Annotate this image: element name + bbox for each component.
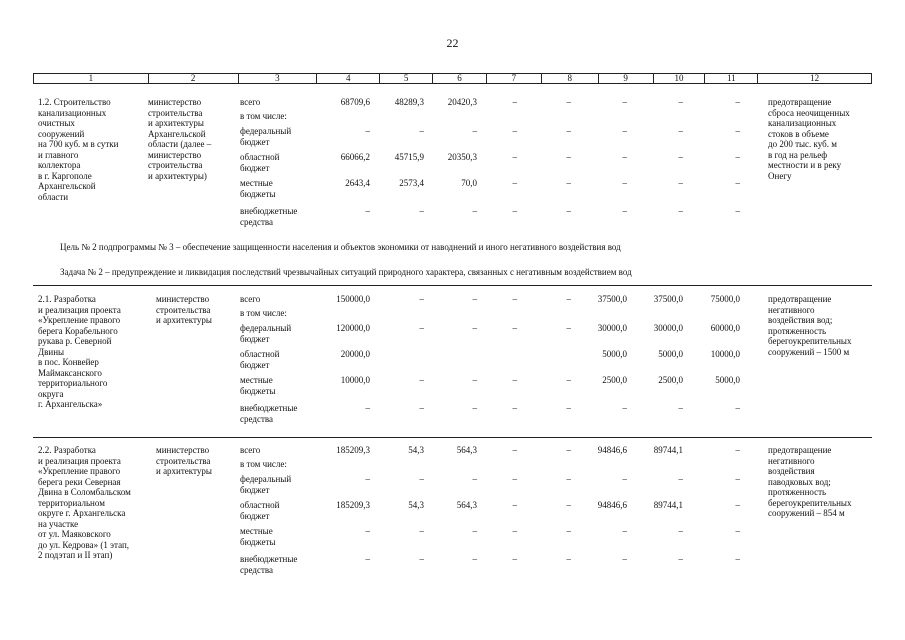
value-cell: – [365, 474, 370, 484]
value-cell: 2643,4 [345, 178, 370, 188]
value-cell: – [365, 206, 370, 216]
value-cell: – [512, 178, 517, 188]
section-divider [33, 437, 872, 438]
value-cell: 75000,0 [710, 294, 740, 304]
value-cell: – [678, 403, 683, 413]
header-col-12: 12 [757, 74, 871, 83]
value-cell: – [512, 500, 517, 510]
value-cell: – [512, 445, 517, 455]
value-cell: 94846,6 [597, 445, 627, 455]
value-cell: – [622, 178, 627, 188]
expected-result: предотвращение негативного воздействия вод; протяженность берегоукрепительных сооружений – 1500 м [768, 294, 852, 357]
funding-source: местные бюджеты [240, 375, 276, 396]
header-col-4: 4 [316, 74, 379, 83]
value-cell: – [566, 126, 571, 136]
value-cell: – [566, 178, 571, 188]
table-header-row [33, 73, 872, 84]
value-cell: – [622, 474, 627, 484]
value-cell: – [419, 323, 424, 333]
funding-source: в том числе: [240, 308, 287, 318]
value-cell: – [419, 206, 424, 216]
value-cell: – [472, 375, 477, 385]
value-cell: – [365, 526, 370, 536]
value-cell: – [735, 152, 740, 162]
value-cell: – [678, 126, 683, 136]
value-cell: 120000,0 [336, 323, 370, 333]
value-cell: – [512, 375, 517, 385]
value-cell: 89744,1 [653, 500, 683, 510]
value-cell: 54,3 [408, 500, 424, 510]
value-cell: 185209,3 [336, 445, 370, 455]
executor: министерство строительства и архитектуры [156, 445, 212, 476]
value-cell: 2500,0 [602, 375, 627, 385]
executor: министерство строительства и архитектуры Архангельской области (далее – министерство строительства и архитектуры) [148, 97, 212, 181]
value-cell: 564,3 [456, 500, 477, 510]
value-cell: 20350,3 [447, 152, 477, 162]
value-cell: 564,3 [456, 445, 477, 455]
funding-source: всего [240, 294, 261, 304]
value-cell: – [512, 403, 517, 413]
value-cell: – [735, 445, 740, 455]
value-cell: – [566, 375, 571, 385]
value-cell: 68709,6 [340, 97, 370, 107]
value-cell: – [472, 554, 477, 564]
header-col-3: 3 [238, 74, 317, 83]
measure-name: 1.2. Строительство канализационных очистных сооружений на 700 куб. м в сутки и главного коллектора в г. Каргополе Архангельской области [38, 97, 119, 202]
value-cell: – [735, 500, 740, 510]
value-cell: – [472, 206, 477, 216]
value-cell: – [622, 554, 627, 564]
header-col-11: 11 [704, 74, 757, 83]
value-cell: – [419, 554, 424, 564]
header-col-9: 9 [598, 74, 653, 83]
value-cell: 20420,3 [447, 97, 477, 107]
funding-source: всего [240, 97, 261, 107]
value-cell: – [566, 403, 571, 413]
value-cell: – [678, 554, 683, 564]
value-cell: – [566, 445, 571, 455]
value-cell: – [566, 474, 571, 484]
value-cell: – [472, 323, 477, 333]
value-cell: 10000,0 [340, 375, 370, 385]
value-cell: 5000,0 [658, 349, 683, 359]
expected-result: предотвращение сброса неочищенных канализационных стоков в объеме до 200 тыс. куб. м в год на рельеф местности и в реку Онегу [768, 97, 850, 181]
value-cell: – [735, 403, 740, 413]
measure-name: 2.2. Разработка и реализация проекта «Укрепление правого берега реки Северная Двина в Соломбальском территориальном округе г. Архангельска на участке от ул. Маяковского до ул. Кедрова» (1 этап, 2 подэтап и II этап) [38, 445, 131, 560]
value-cell: 37500,0 [653, 294, 683, 304]
value-cell: – [566, 206, 571, 216]
value-cell: 89744,1 [653, 445, 683, 455]
header-col-1: 1 [88, 73, 94, 83]
funding-source: федеральный бюджет [240, 126, 292, 147]
value-cell: 10000,0 [710, 349, 740, 359]
funding-source: местные бюджеты [240, 526, 276, 547]
value-cell: 30000,0 [653, 323, 683, 333]
value-cell: – [566, 323, 571, 333]
value-cell: – [472, 474, 477, 484]
value-cell: – [622, 152, 627, 162]
value-cell: – [678, 178, 683, 188]
value-cell: – [622, 403, 627, 413]
value-cell: – [678, 526, 683, 536]
header-col-5: 5 [379, 74, 432, 83]
value-cell: 150000,0 [336, 294, 370, 304]
header-col-10: 10 [653, 74, 705, 83]
expected-result: предотвращение негативного воздействия паводковых вод; протяженность берегоукрепительных сооружений – 854 м [768, 445, 852, 518]
funding-source: всего [240, 445, 261, 455]
value-cell: – [472, 126, 477, 136]
value-cell: – [735, 474, 740, 484]
value-cell: – [678, 474, 683, 484]
value-cell: – [566, 294, 571, 304]
value-cell: – [566, 554, 571, 564]
value-cell: 70,0 [461, 178, 477, 188]
header-col-7: 7 [486, 74, 541, 83]
value-cell: 48289,3 [394, 97, 424, 107]
value-cell: – [566, 500, 571, 510]
value-cell: – [419, 294, 424, 304]
value-cell: 5000,0 [715, 375, 740, 385]
value-cell: – [512, 206, 517, 216]
goal-text: Цель № 2 подпрограммы № 3 – обеспечение защищенности населения и объектов экономики от наводнений и иного негативного воздействия вод [60, 242, 621, 252]
value-cell: – [365, 126, 370, 136]
value-cell: 2500,0 [658, 375, 683, 385]
value-cell: – [566, 526, 571, 536]
value-cell: – [419, 375, 424, 385]
header-col-8: 8 [541, 74, 598, 83]
value-cell: – [735, 126, 740, 136]
measure-name: 2.1. Разработка и реализация проекта «Укрепление правого берега Корабельного рукава р. Северной Двины в пос. Конвейер Маймаксанского территориального округа г. Архангельска» [38, 294, 121, 409]
value-cell: – [512, 474, 517, 484]
executor: министерство строительства и архитектуры [156, 294, 212, 325]
value-cell: – [735, 206, 740, 216]
value-cell: – [622, 206, 627, 216]
value-cell: 185209,3 [336, 500, 370, 510]
value-cell: 30000,0 [597, 323, 627, 333]
value-cell: – [512, 126, 517, 136]
value-cell: – [622, 126, 627, 136]
funding-source: областной бюджет [240, 152, 280, 173]
funding-source: областной бюджет [240, 500, 280, 521]
value-cell: – [365, 403, 370, 413]
value-cell: – [735, 526, 740, 536]
funding-source: внебюджетные средства [240, 206, 298, 227]
value-cell: – [512, 554, 517, 564]
value-cell: 37500,0 [597, 294, 627, 304]
value-cell: – [512, 152, 517, 162]
section-divider [33, 285, 872, 286]
page-number: 22 [446, 36, 459, 50]
value-cell: – [365, 554, 370, 564]
value-cell: – [419, 474, 424, 484]
value-cell: 45715,9 [394, 152, 424, 162]
funding-source: внебюджетные средства [240, 554, 298, 575]
value-cell: – [512, 97, 517, 107]
funding-source: федеральный бюджет [240, 323, 292, 344]
value-cell: – [735, 97, 740, 107]
value-cell: – [419, 403, 424, 413]
funding-source: федеральный бюджет [240, 474, 292, 495]
funding-source: в том числе: [240, 111, 287, 121]
value-cell: – [678, 97, 683, 107]
value-cell: – [419, 126, 424, 136]
value-cell: – [472, 526, 477, 536]
value-cell: – [622, 97, 627, 107]
value-cell: – [622, 526, 627, 536]
value-cell: – [735, 554, 740, 564]
value-cell: – [419, 526, 424, 536]
value-cell: 54,3 [408, 445, 424, 455]
value-cell: 60000,0 [710, 323, 740, 333]
funding-source: в том числе: [240, 459, 287, 469]
value-cell: – [512, 323, 517, 333]
value-cell: 20000,0 [340, 349, 370, 359]
value-cell: – [512, 526, 517, 536]
value-cell: – [735, 178, 740, 188]
value-cell: 2573,4 [399, 178, 424, 188]
funding-source: местные бюджеты [240, 178, 276, 199]
funding-source: областной бюджет [240, 349, 280, 370]
value-cell: – [678, 206, 683, 216]
value-cell: – [566, 152, 571, 162]
value-cell: – [512, 294, 517, 304]
value-cell: 5000,0 [602, 349, 627, 359]
value-cell: 66066,2 [340, 152, 370, 162]
value-cell: – [678, 152, 683, 162]
header-col-2: 2 [148, 74, 238, 83]
funding-source: внебюджетные средства [240, 403, 298, 424]
task-text: Задача № 2 – предупреждение и ликвидация последствий чрезвычайных ситуаций природного характера, связанных с негативным воздействием вод [60, 267, 632, 277]
value-cell: – [566, 97, 571, 107]
value-cell: 94846,6 [597, 500, 627, 510]
value-cell: – [472, 403, 477, 413]
header-col-6: 6 [432, 74, 486, 83]
value-cell: – [472, 294, 477, 304]
